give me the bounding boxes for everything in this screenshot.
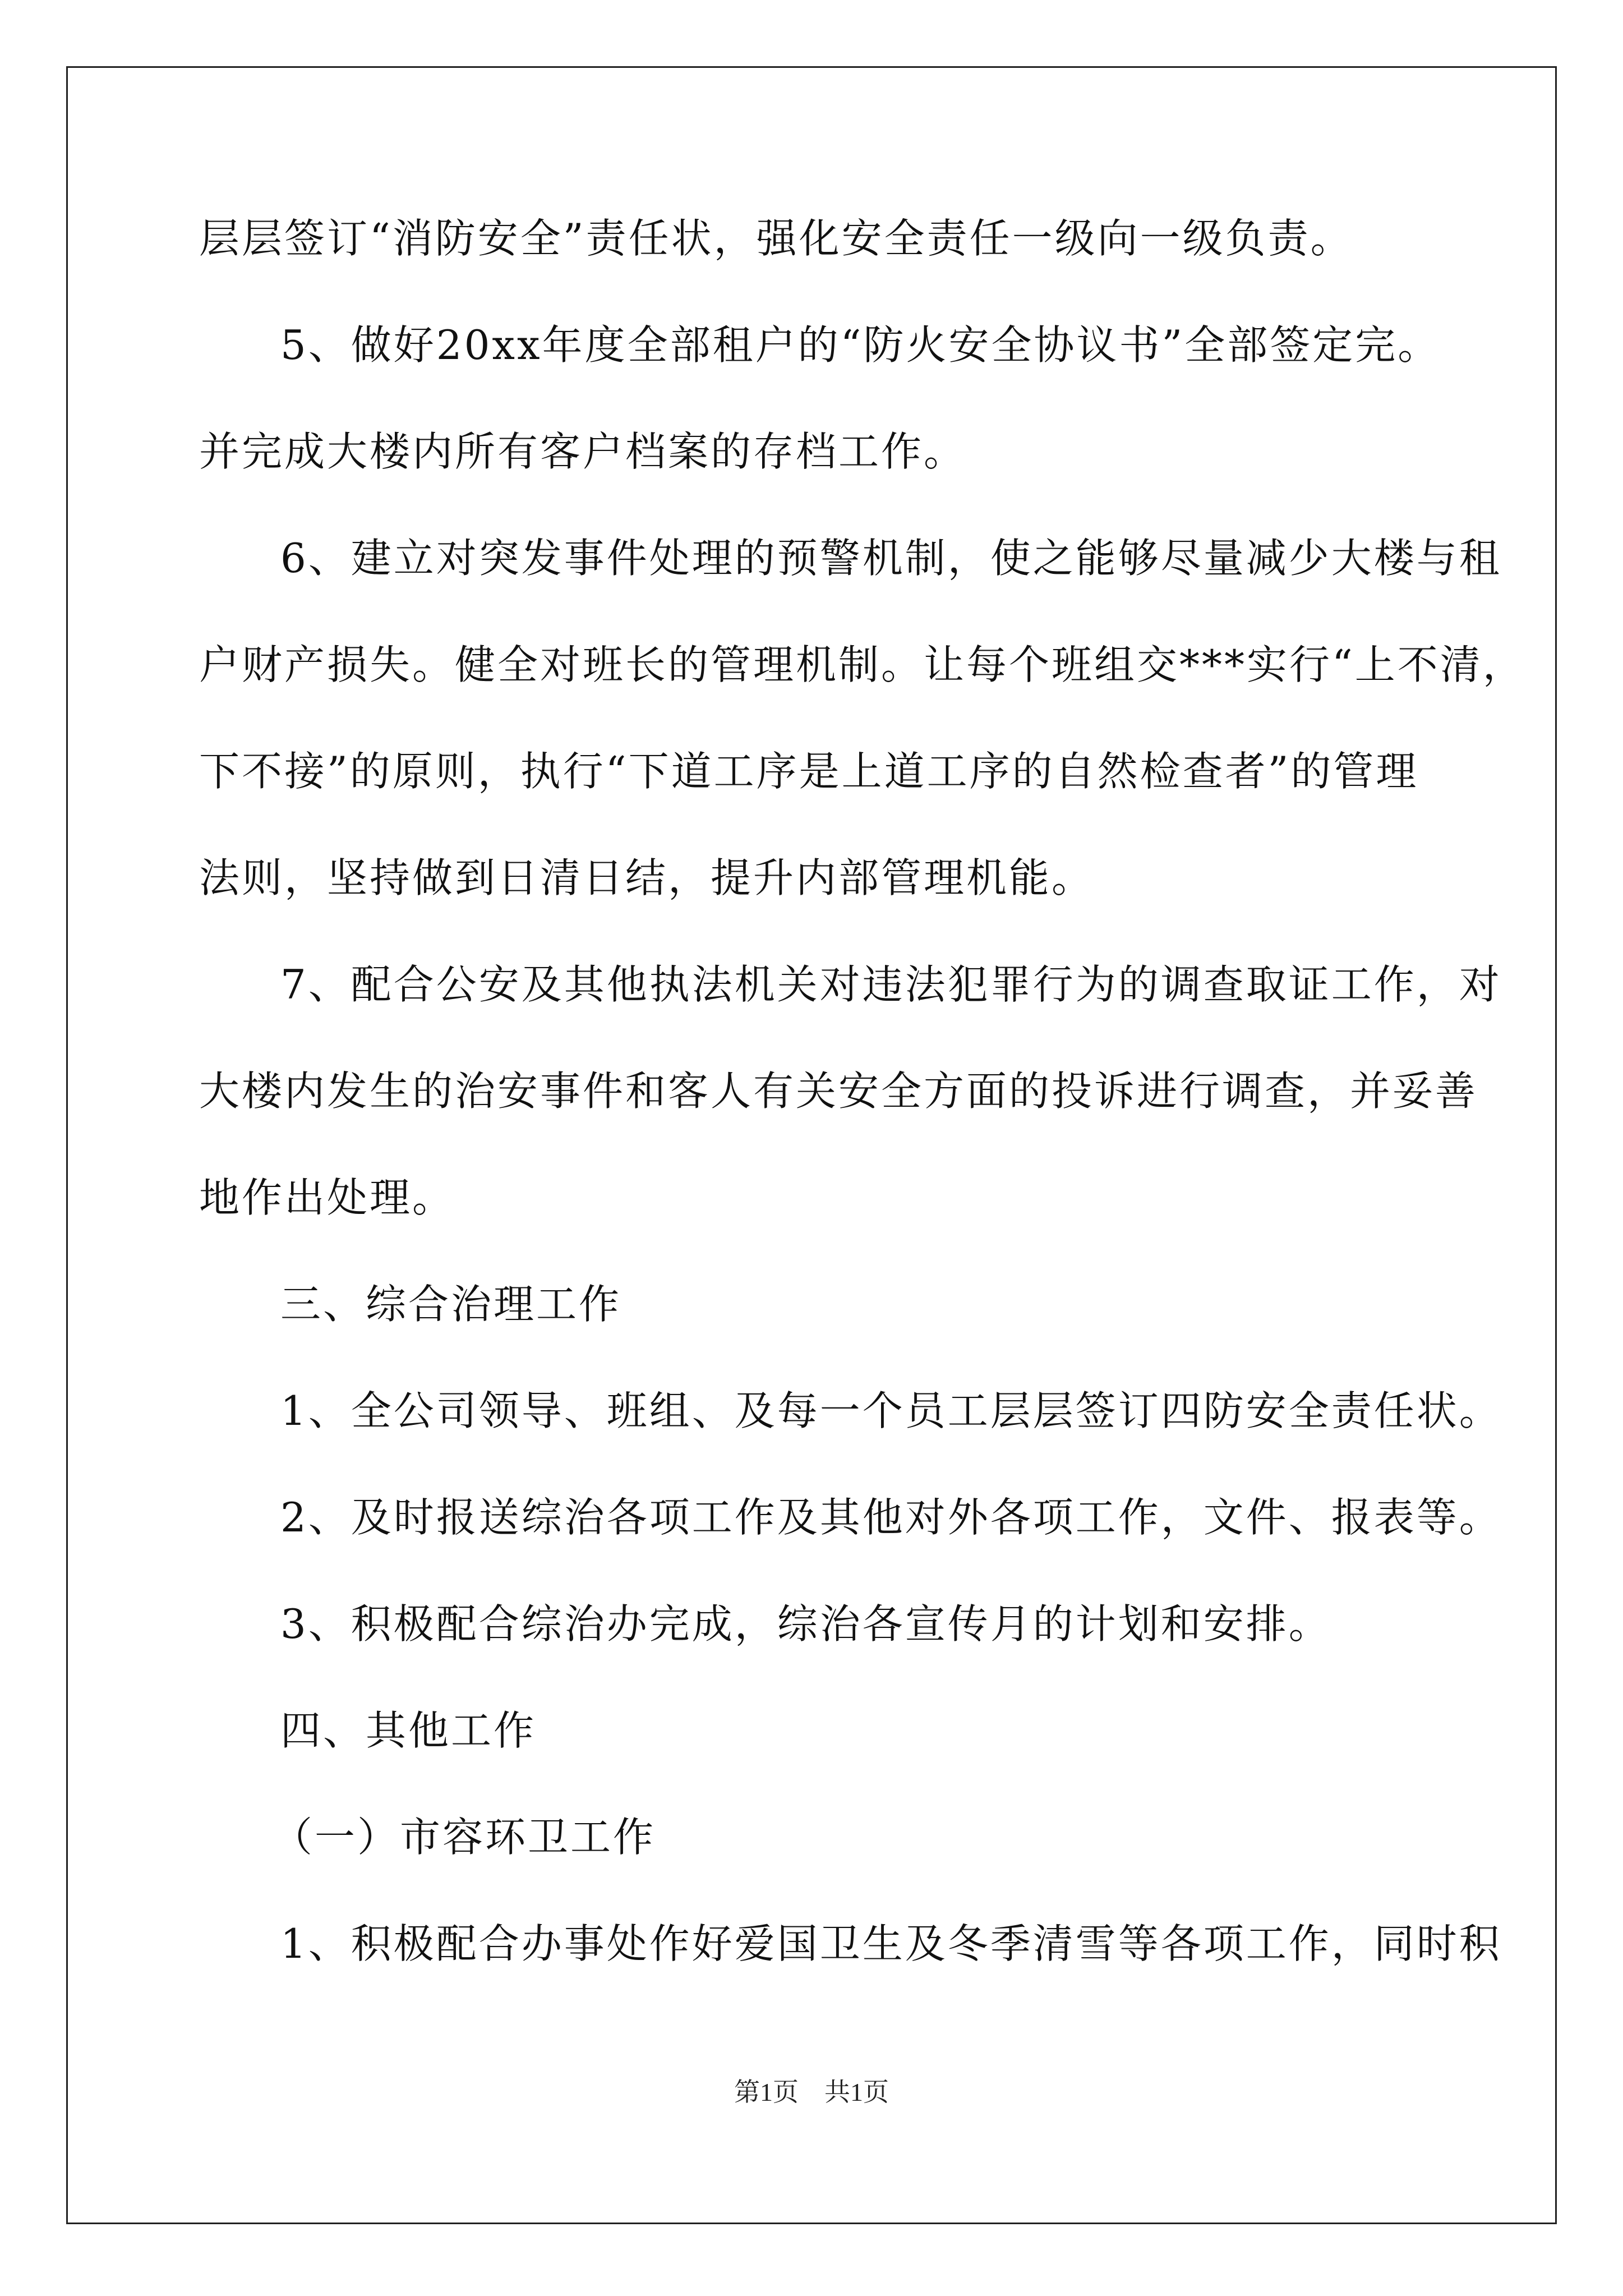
page-border [66,66,1557,2224]
paragraph-line: 1、全公司领导、班组、及每一个员工层层签订四防安全责任状。 [280,1387,1502,1434]
paragraph-line: 法则，坚持做到日清日结，提升内部管理机能。 [199,854,1095,901]
paragraph-line: 5、做好20xx年度全部租户的“防火安全协议书”全部签定完。 [280,321,1441,369]
paragraph-line: 户财产损失。健全对班长的管理机制。让每个班组交***实行“上不清， [199,641,1525,688]
paragraph-line: 地作出处理。 [199,1174,455,1221]
paragraph-line: 3、积极配合综治办完成，综治各宣传月的计划和安排。 [280,1600,1331,1648]
paragraph-line: 层层签订“消防安全”责任状，强化安全责任一级向一级负责。 [199,215,1353,262]
paragraph-line: 并完成大楼内所有客户档案的存档工作。 [199,428,967,475]
subsection-heading: （一）市容环卫工作 [272,1814,656,1861]
paragraph-line: 大楼内发生的治安事件和客人有关安全方面的投诉进行调查，并妥善 [199,1068,1478,1115]
paragraph-line: 6、建立对突发事件处理的预警机制，使之能够尽量减少大楼与租 [280,535,1502,582]
paragraph-line: 1、积极配合办事处作好爱国卫生及冬季清雪等各项工作，同时积 [280,1920,1502,1967]
paragraph-line: 2、及时报送综治各项工作及其他对外各项工作，文件、报表等。 [280,1494,1502,1541]
paragraph-line: 下不接”的原则，执行“下道工序是上道工序的自然检查者”的管理 [199,748,1419,795]
page-number: 第1页 共1页 [734,2078,889,2106]
paragraph-line: 7、配合公安及其他执法机关对违法犯罪行为的调查取证工作，对 [280,961,1502,1008]
section-heading: 三、综合治理工作 [280,1281,622,1328]
section-heading: 四、其他工作 [280,1707,537,1754]
